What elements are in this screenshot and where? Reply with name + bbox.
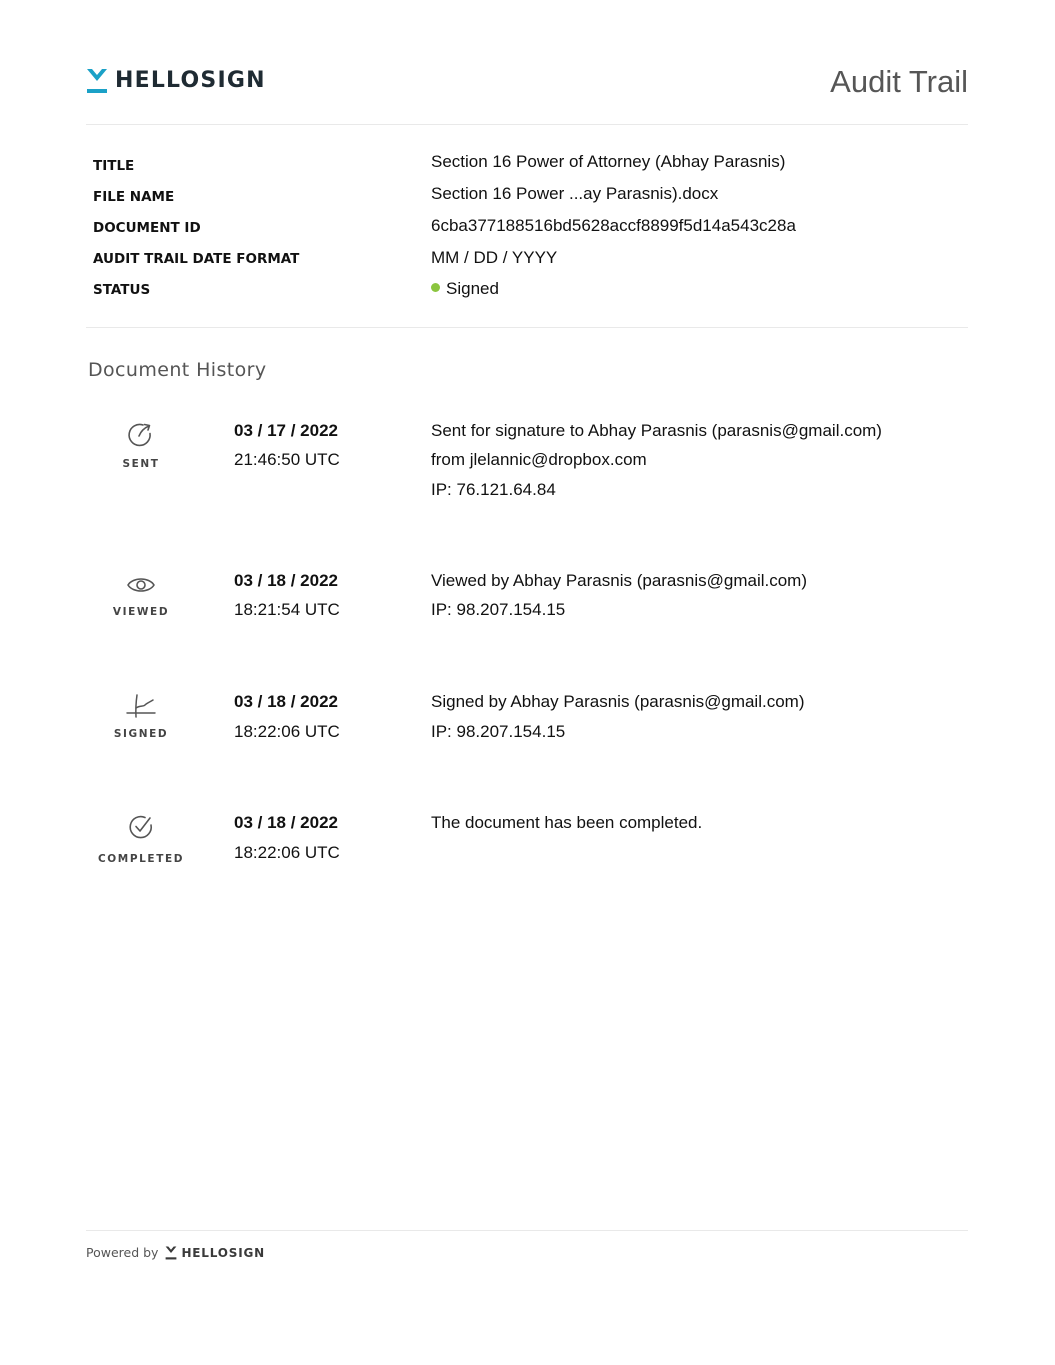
- signature-icon: [126, 691, 156, 721]
- event-detail-line: Sent for signature to Abhay Parasnis (parasnis@gmail.com): [431, 421, 882, 440]
- hellosign-logo: [86, 68, 266, 94]
- event-detail-line: IP: 98.207.154.15: [431, 722, 566, 741]
- event-label: VIEWED: [112, 606, 170, 618]
- event-detail-line: Signed by Abhay Parasnis (parasnis@gmail.com): [431, 692, 805, 711]
- event-label: COMPLETED: [97, 853, 185, 865]
- footer: [86, 1244, 265, 1262]
- page-title: Audit Trail: [830, 64, 968, 99]
- footer-divider: [86, 1230, 968, 1231]
- event-date: 03 / 18 / 2022: [234, 813, 338, 832]
- status-label: STATUS: [93, 282, 151, 298]
- event-time: 18:22:06 UTC: [234, 722, 340, 741]
- document-id-label: DOCUMENT ID: [93, 220, 201, 236]
- title-value: Section 16 Power of Attorney (Abhay Parasnis): [431, 152, 786, 171]
- check-circle-icon: [126, 812, 156, 842]
- date-format-label: AUDIT TRAIL DATE FORMAT: [93, 251, 300, 267]
- event-detail-line: The document has been completed.: [431, 813, 703, 832]
- event-label: SENT: [122, 458, 160, 470]
- powered-by-text: Powered by: [86, 1245, 159, 1260]
- document-id-value: 6cba377188516bd5628accf8899f5d14a543c28a: [431, 216, 796, 235]
- date-format-value: MM / DD / YYYY: [431, 248, 558, 267]
- event-date: 03 / 18 / 2022: [234, 571, 338, 590]
- event-detail-line: from jlelannic@dropbox.com: [431, 450, 647, 469]
- metadata-divider: [86, 327, 968, 328]
- document-history-title: Document History: [88, 359, 267, 381]
- header-divider: [86, 124, 968, 125]
- event-time: 18:22:06 UTC: [234, 843, 340, 862]
- sent-arrow-icon: [126, 420, 156, 450]
- event-date: 03 / 18 / 2022: [234, 692, 338, 711]
- title-label: TITLE: [93, 158, 135, 174]
- status-value: [431, 278, 499, 300]
- event-detail-line: IP: 76.121.64.84: [431, 480, 556, 499]
- file-name-value: Section 16 Power ...ay Parasnis).docx: [431, 184, 719, 203]
- hellosign-logo-icon: [86, 68, 108, 94]
- logo-text: HELLOSIGN: [115, 68, 266, 93]
- file-name-label: FILE NAME: [93, 189, 175, 205]
- header: [86, 60, 968, 104]
- event-detail-line: IP: 98.207.154.15: [431, 600, 566, 619]
- event-label: SIGNED: [113, 728, 169, 740]
- status-dot-icon: [431, 283, 440, 292]
- eye-icon: [126, 570, 156, 600]
- event-detail-line: Viewed by Abhay Parasnis (parasnis@gmail.com): [431, 571, 808, 590]
- hellosign-footer-logo-icon: [164, 1246, 178, 1260]
- footer-logo-text: HELLOSIGN: [181, 1246, 265, 1260]
- event-time: 18:21:54 UTC: [234, 600, 340, 619]
- event-time: 21:46:50 UTC: [234, 450, 340, 469]
- status-text: Signed: [446, 279, 499, 298]
- event-date: 03 / 17 / 2022: [234, 421, 338, 440]
